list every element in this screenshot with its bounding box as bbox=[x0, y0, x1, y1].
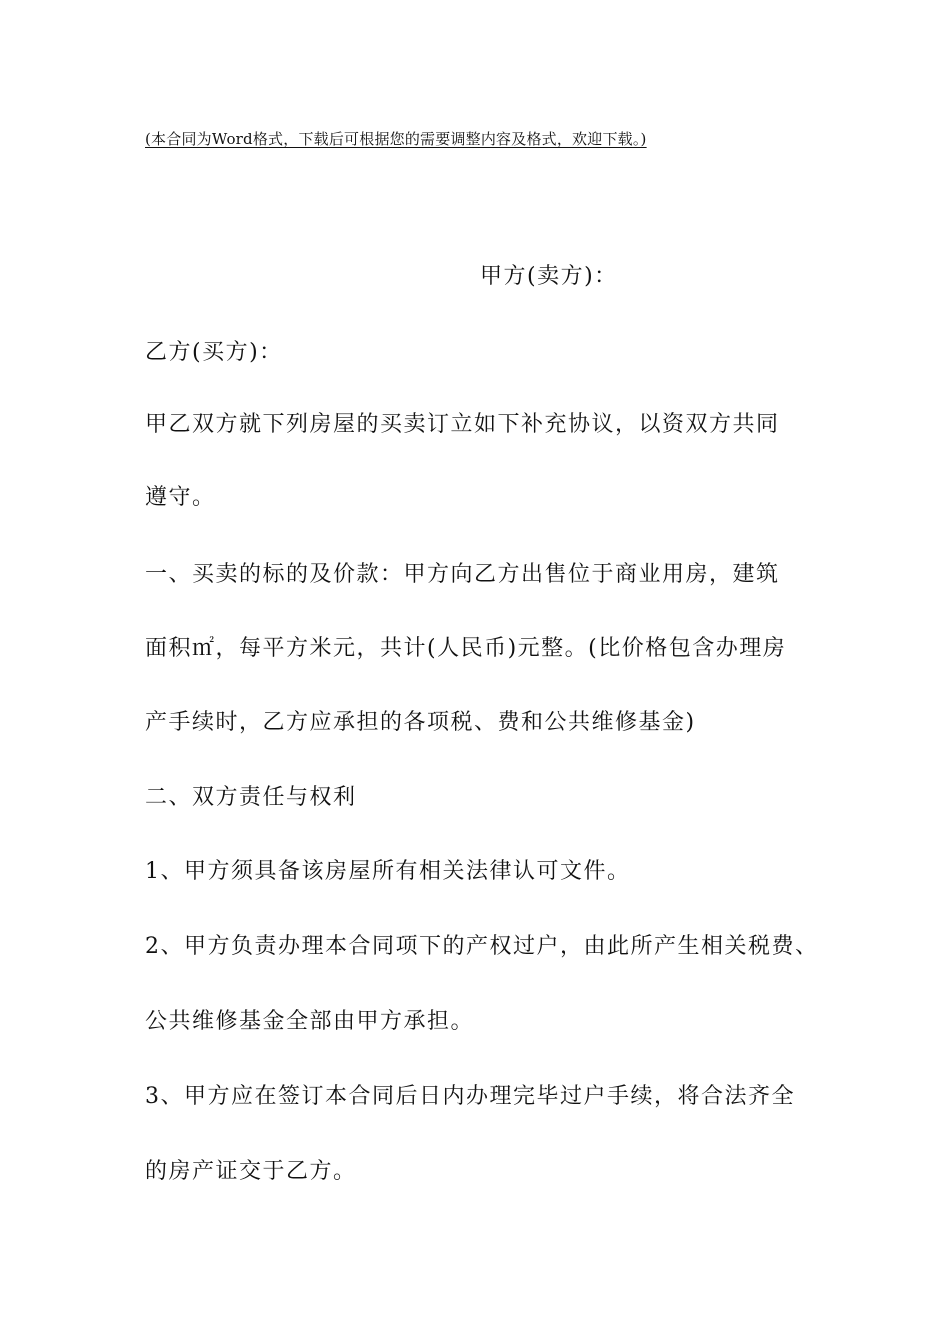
intro-paragraph-line-2: 遵守。 bbox=[145, 485, 216, 510]
party-a-label: 甲方(卖方)： bbox=[480, 264, 618, 289]
clause-1-line-3: 产手续时，乙方应承担的各项税、费和公共维修基金) bbox=[145, 710, 696, 735]
clause-1-line-2: 面积㎡，每平方米元，共计(人民币)元整。(比价格包含办理房 bbox=[145, 636, 787, 661]
intro-paragraph-line-1: 甲乙双方就下列房屋的买卖订立如下补充协议，以资双方共同 bbox=[145, 412, 780, 437]
party-b-label: 乙方(买方)： bbox=[145, 340, 283, 365]
clause-2-heading: 二、双方责任与权利 bbox=[145, 785, 357, 810]
clause-2-item-1: 1、甲方须具备该房屋所有相关法律认可文件。 bbox=[145, 859, 631, 884]
clause-1-line-1: 一、买卖的标的及价款：甲方向乙方出售位于商业用房，建筑 bbox=[145, 562, 780, 587]
clause-2-item-3-line-1: 3、甲方应在签订本合同后日内办理完毕过户手续，将合法齐全 bbox=[145, 1084, 795, 1109]
clause-2-item-3-line-2: 的房产证交于乙方。 bbox=[145, 1159, 357, 1184]
clause-2-item-2-line-1: 2、甲方负责办理本合同项下的产权过户，由此所产生相关税费、 bbox=[145, 934, 819, 959]
download-notice: (本合同为Word格式，下载后可根据您的需要调整内容及格式，欢迎下载。) bbox=[145, 130, 647, 148]
clause-2-item-2-line-2: 公共维修基金全部由甲方承担。 bbox=[145, 1009, 475, 1034]
